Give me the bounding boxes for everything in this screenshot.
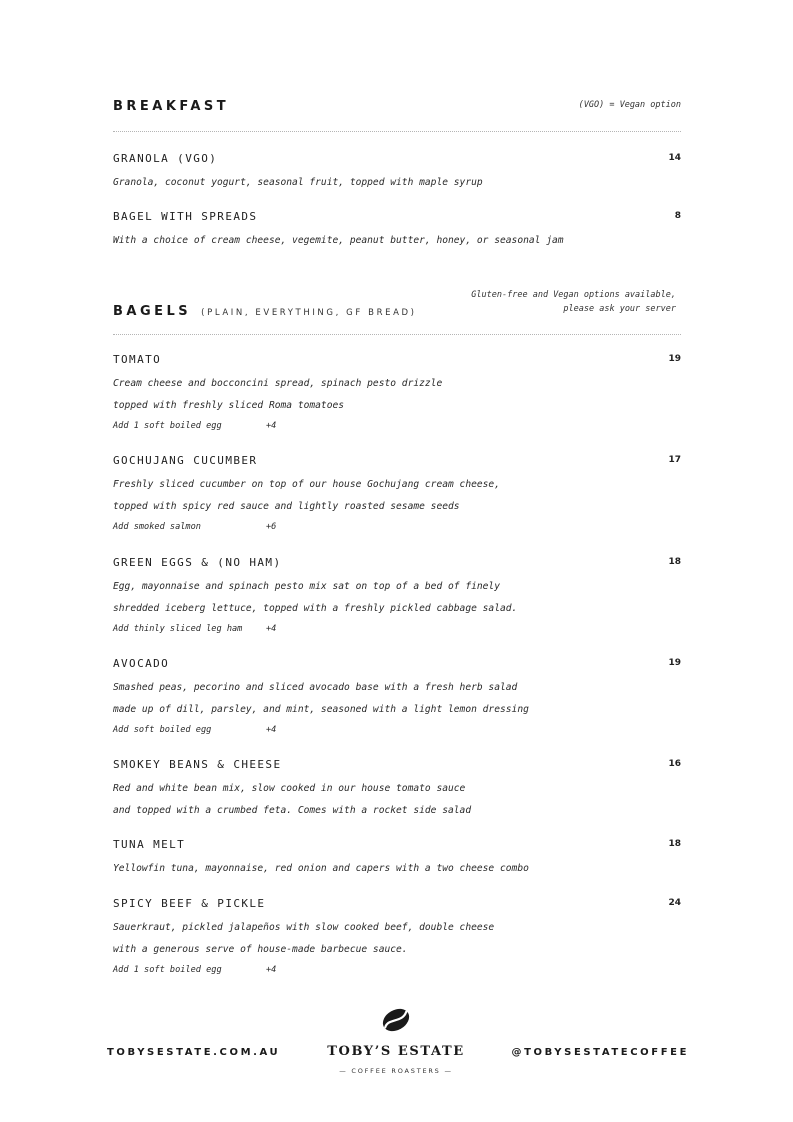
item-description: Smashed peas, pecorino and sliced avocado base with a fresh herb salad (113, 682, 518, 693)
item-description: Yellowfin tuna, mayonnaise, red onion and capers with a two cheese combo (113, 863, 529, 874)
item-description: shredded iceberg lettuce, topped with a freshly pickled cabbage salad. (113, 602, 518, 614)
breakfast-title: BREAKFAST (113, 99, 230, 114)
item-price: 14 (668, 153, 681, 163)
item-name: GREEN EGGS & (NO HAM) (113, 556, 282, 569)
item-name: TUNA MELT (113, 838, 186, 851)
dietary-options-note (471, 288, 676, 316)
bagels-title: BAGELS (113, 304, 192, 319)
addon-price: +4 (266, 421, 277, 431)
item-name: BAGEL WITH SPREADS (113, 210, 258, 223)
brand-logo (296, 1006, 496, 1075)
item-price: 18 (668, 557, 681, 567)
item-description: With a choice of cream cheese, vegemite, peanut butter, honey, or seasonal jam (113, 235, 564, 246)
coffee-bean-icon (379, 1006, 413, 1034)
breakfast-header (113, 95, 681, 114)
brand-name: TOBY’S ESTATE (327, 1044, 465, 1059)
item-addon (113, 416, 681, 438)
bagels-bread-options: (PLAIN, EVERYTHING, GF BREAD) (201, 308, 417, 318)
vegan-option-note: (VGO) = Vegan option (578, 100, 681, 110)
item-description: Egg, mayonnaise and spinach pesto mix sat on top of a bed of finely (113, 581, 500, 592)
item-description: Sauerkraut, pickled jalapeños with slow cooked beef, double cheese (113, 922, 495, 933)
bagels-divider (113, 334, 681, 335)
item-description: topped with freshly sliced Roma tomatoes (113, 399, 345, 411)
item-description: Red and white bean mix, slow cooked in our house tomato sauce (113, 783, 466, 794)
item-name: SMOKEY BEANS & CHEESE (113, 758, 282, 771)
addon-label: Add soft boiled egg (113, 725, 212, 735)
item-price: 19 (668, 354, 681, 364)
item-price: 24 (668, 898, 681, 908)
menu-item-bagel-with-spreads (113, 210, 681, 252)
menu-item-smokey-beans (113, 758, 681, 821)
item-price: 19 (668, 658, 681, 668)
menu-item-tuna-melt (113, 838, 681, 880)
item-description: Freshly sliced cucumber on top of our house Gochujang cream cheese, (113, 479, 500, 490)
item-price: 17 (668, 455, 681, 465)
bagels-header (113, 290, 681, 319)
item-addon (113, 720, 681, 742)
menu-item-gochujang-cucumber (113, 454, 681, 539)
addon-price: +4 (266, 965, 277, 975)
brand-tagline: — COFFEE ROASTERS — (339, 1067, 453, 1075)
addon-label: Add thinly sliced leg ham (113, 624, 243, 634)
item-name: GOCHUJANG CUCUMBER (113, 454, 258, 467)
addon-label: Add 1 soft boiled egg (113, 965, 222, 975)
item-description: Granola, coconut yogurt, seasonal fruit, topped with maple syrup (113, 177, 483, 188)
item-description: Cream cheese and bocconcini spread, spinach pesto drizzle (113, 378, 443, 389)
item-name: SPICY BEEF & PICKLE (113, 897, 266, 910)
menu-item-spicy-beef (113, 897, 681, 982)
menu-item-tomato (113, 353, 681, 438)
item-addon (113, 960, 681, 982)
item-name: GRANOLA (VGO) (113, 152, 218, 165)
website-link[interactable]: TOBYSESTATE.COM.AU (107, 1047, 281, 1058)
item-price: 18 (668, 839, 681, 849)
menu-item-granola (113, 152, 681, 194)
addon-price: +4 (266, 725, 277, 735)
dietary-note-line: Gluten-free and Vegan options available, (471, 290, 676, 300)
dietary-note-line: please ask your server (563, 304, 676, 314)
social-handle[interactable]: @TOBYSESTATECOFFEE (511, 1047, 689, 1058)
addon-label: Add smoked salmon (113, 522, 201, 532)
breakfast-divider (113, 131, 681, 132)
addon-price: +4 (266, 624, 277, 634)
item-description: with a generous serve of house-made barbecue sauce. (113, 943, 408, 955)
item-price: 8 (674, 211, 681, 221)
menu-item-avocado (113, 657, 681, 742)
addon-price: +6 (266, 522, 277, 532)
item-addon (113, 517, 681, 539)
item-name: TOMATO (113, 353, 162, 366)
item-name: AVOCADO (113, 657, 170, 670)
item-description: topped with spicy red sauce and lightly roasted sesame seeds (113, 500, 460, 512)
menu-item-green-eggs (113, 556, 681, 641)
item-addon (113, 619, 681, 641)
item-price: 16 (668, 759, 681, 769)
addon-label: Add 1 soft boiled egg (113, 421, 222, 431)
item-description: and topped with a crumbed feta. Comes with a rocket side salad (113, 804, 472, 816)
item-description: made up of dill, parsley, and mint, seasoned with a light lemon dressing (113, 703, 529, 715)
